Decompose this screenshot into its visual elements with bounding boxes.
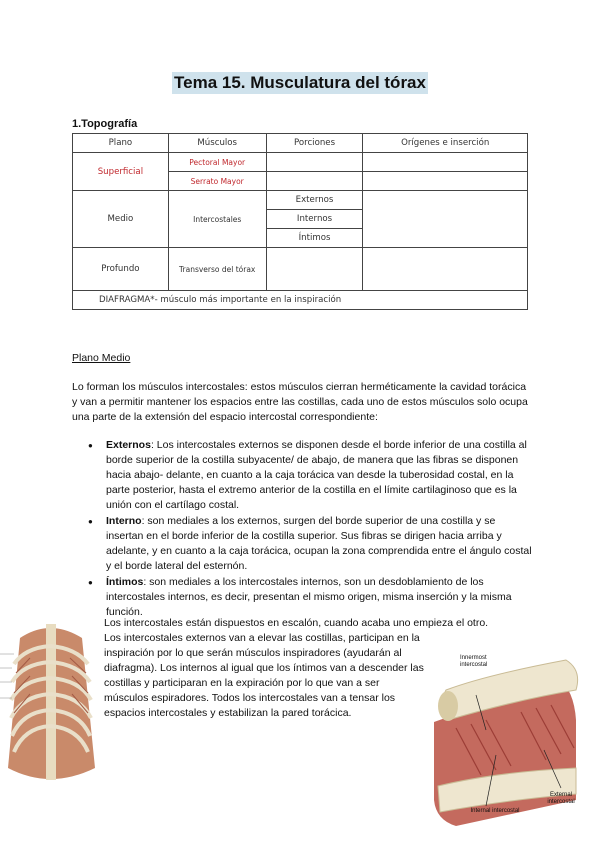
plano-superficial: Superficial — [73, 153, 169, 191]
empty-cell — [363, 172, 528, 191]
muscle-transverso: Transverso del tórax — [168, 248, 266, 291]
table-row — [73, 153, 528, 172]
empty-cell — [266, 248, 363, 291]
bullet-text: : son mediales a los externos, surgen del borde superior de una costilla y se insertan en el borde inferior de la costilla superior. Sus fibras se dirigen hacia arriba y adelante, y en cuanto a la caja torácica, ocupan la zona comprendida entre el ángulo costal y el borde lateral del esternón. — [106, 515, 532, 572]
muscle-serrato: Serrato Mayor — [168, 172, 266, 191]
plano-medio: Medio — [73, 191, 169, 248]
intro-paragraph: Lo forman los músculos intercostales: estos músculos cierran herméticamente la cavidad torácica y van a permitir mantener los espacios entre las costillas, cada uno de estos músculos solo ocupa una parte de la extensión del espacio intercostal correspondiente: — [72, 381, 528, 423]
table-row — [73, 248, 528, 291]
label-external: External intercostal — [547, 792, 575, 805]
plano-profundo: Profundo — [73, 248, 169, 291]
list-item — [72, 575, 532, 620]
list-item — [72, 438, 532, 513]
paragraph-function: Los intercostales externos van a elevar las costillas, participan en la inspiración por lo que serán músculos inspiradores (ayudarán al diafragma). Los internos al igual que los íntimos van a descender las costillas y participaran en la expiración por lo que van a ser músculos espiradores. Todos los intercostales van a tensar los espacios intercostales y estabilizan la pared torácica. — [104, 632, 424, 719]
subheading-plano-medio: Plano Medio — [72, 352, 131, 364]
portion-externos: Externos — [266, 191, 363, 210]
table-row — [73, 191, 528, 210]
rib-cage-illustration — [0, 618, 102, 790]
table-header-row — [73, 134, 528, 153]
header-porciones: Porciones — [266, 134, 363, 153]
page-title: Tema 15. Musculatura del tórax — [174, 73, 426, 92]
topography-table — [72, 133, 528, 310]
empty-cell — [363, 191, 528, 248]
title-wrapper — [0, 72, 600, 94]
bullet-list — [72, 438, 532, 621]
header-origenes: Orígenes e inserción — [363, 134, 528, 153]
empty-cell — [363, 153, 528, 172]
bullet-term: Íntimos — [106, 576, 144, 588]
empty-cell — [363, 248, 528, 291]
empty-cell — [266, 172, 363, 191]
diafragma-note: DIAFRAGMA*- músculo más importante en la inspiración — [73, 291, 528, 310]
header-plano: Plano — [73, 134, 169, 153]
table-row — [73, 291, 528, 310]
section-title: 1.Topografía — [72, 118, 138, 130]
bullet-text: : Los intercostales externos se disponen desde el borde inferior de una costilla al borde superior de la costilla subyacente/ de abajo, de manera que las fibras se disponen hacia abajo- delante, en cuanto a la caja torácica van desde la tuberosidad costal, en la parte posterior, hasta el extremo anterior de la costilla en el límite cartilaginoso que es la unión con el cartílago costal. — [106, 439, 527, 511]
muscle-pectoral: Pectoral Mayor — [168, 153, 266, 172]
label-internal: Internal intercostal — [470, 808, 520, 814]
paragraph-escalon: Los intercostales están dispuestos en escalón, cuando acaba uno empieza el otro. — [104, 617, 489, 629]
list-item — [72, 514, 532, 574]
label-innermost: Innermost intercostal — [460, 655, 488, 668]
bullet-term: Interno — [106, 515, 142, 527]
empty-cell — [266, 153, 363, 172]
portion-intimos: Íntimos — [266, 229, 363, 248]
portion-internos: Internos — [266, 210, 363, 229]
bullet-text: : son mediales a los intercostales internos, son un desdoblamiento de los intercostales internos, es decir, presentan el mismo origen, misma inserción y la misma función. — [106, 576, 512, 618]
muscle-intercostales: Intercostales — [168, 191, 266, 248]
header-musculos: Músculos — [168, 134, 266, 153]
bullet-term: Externos — [106, 439, 151, 451]
